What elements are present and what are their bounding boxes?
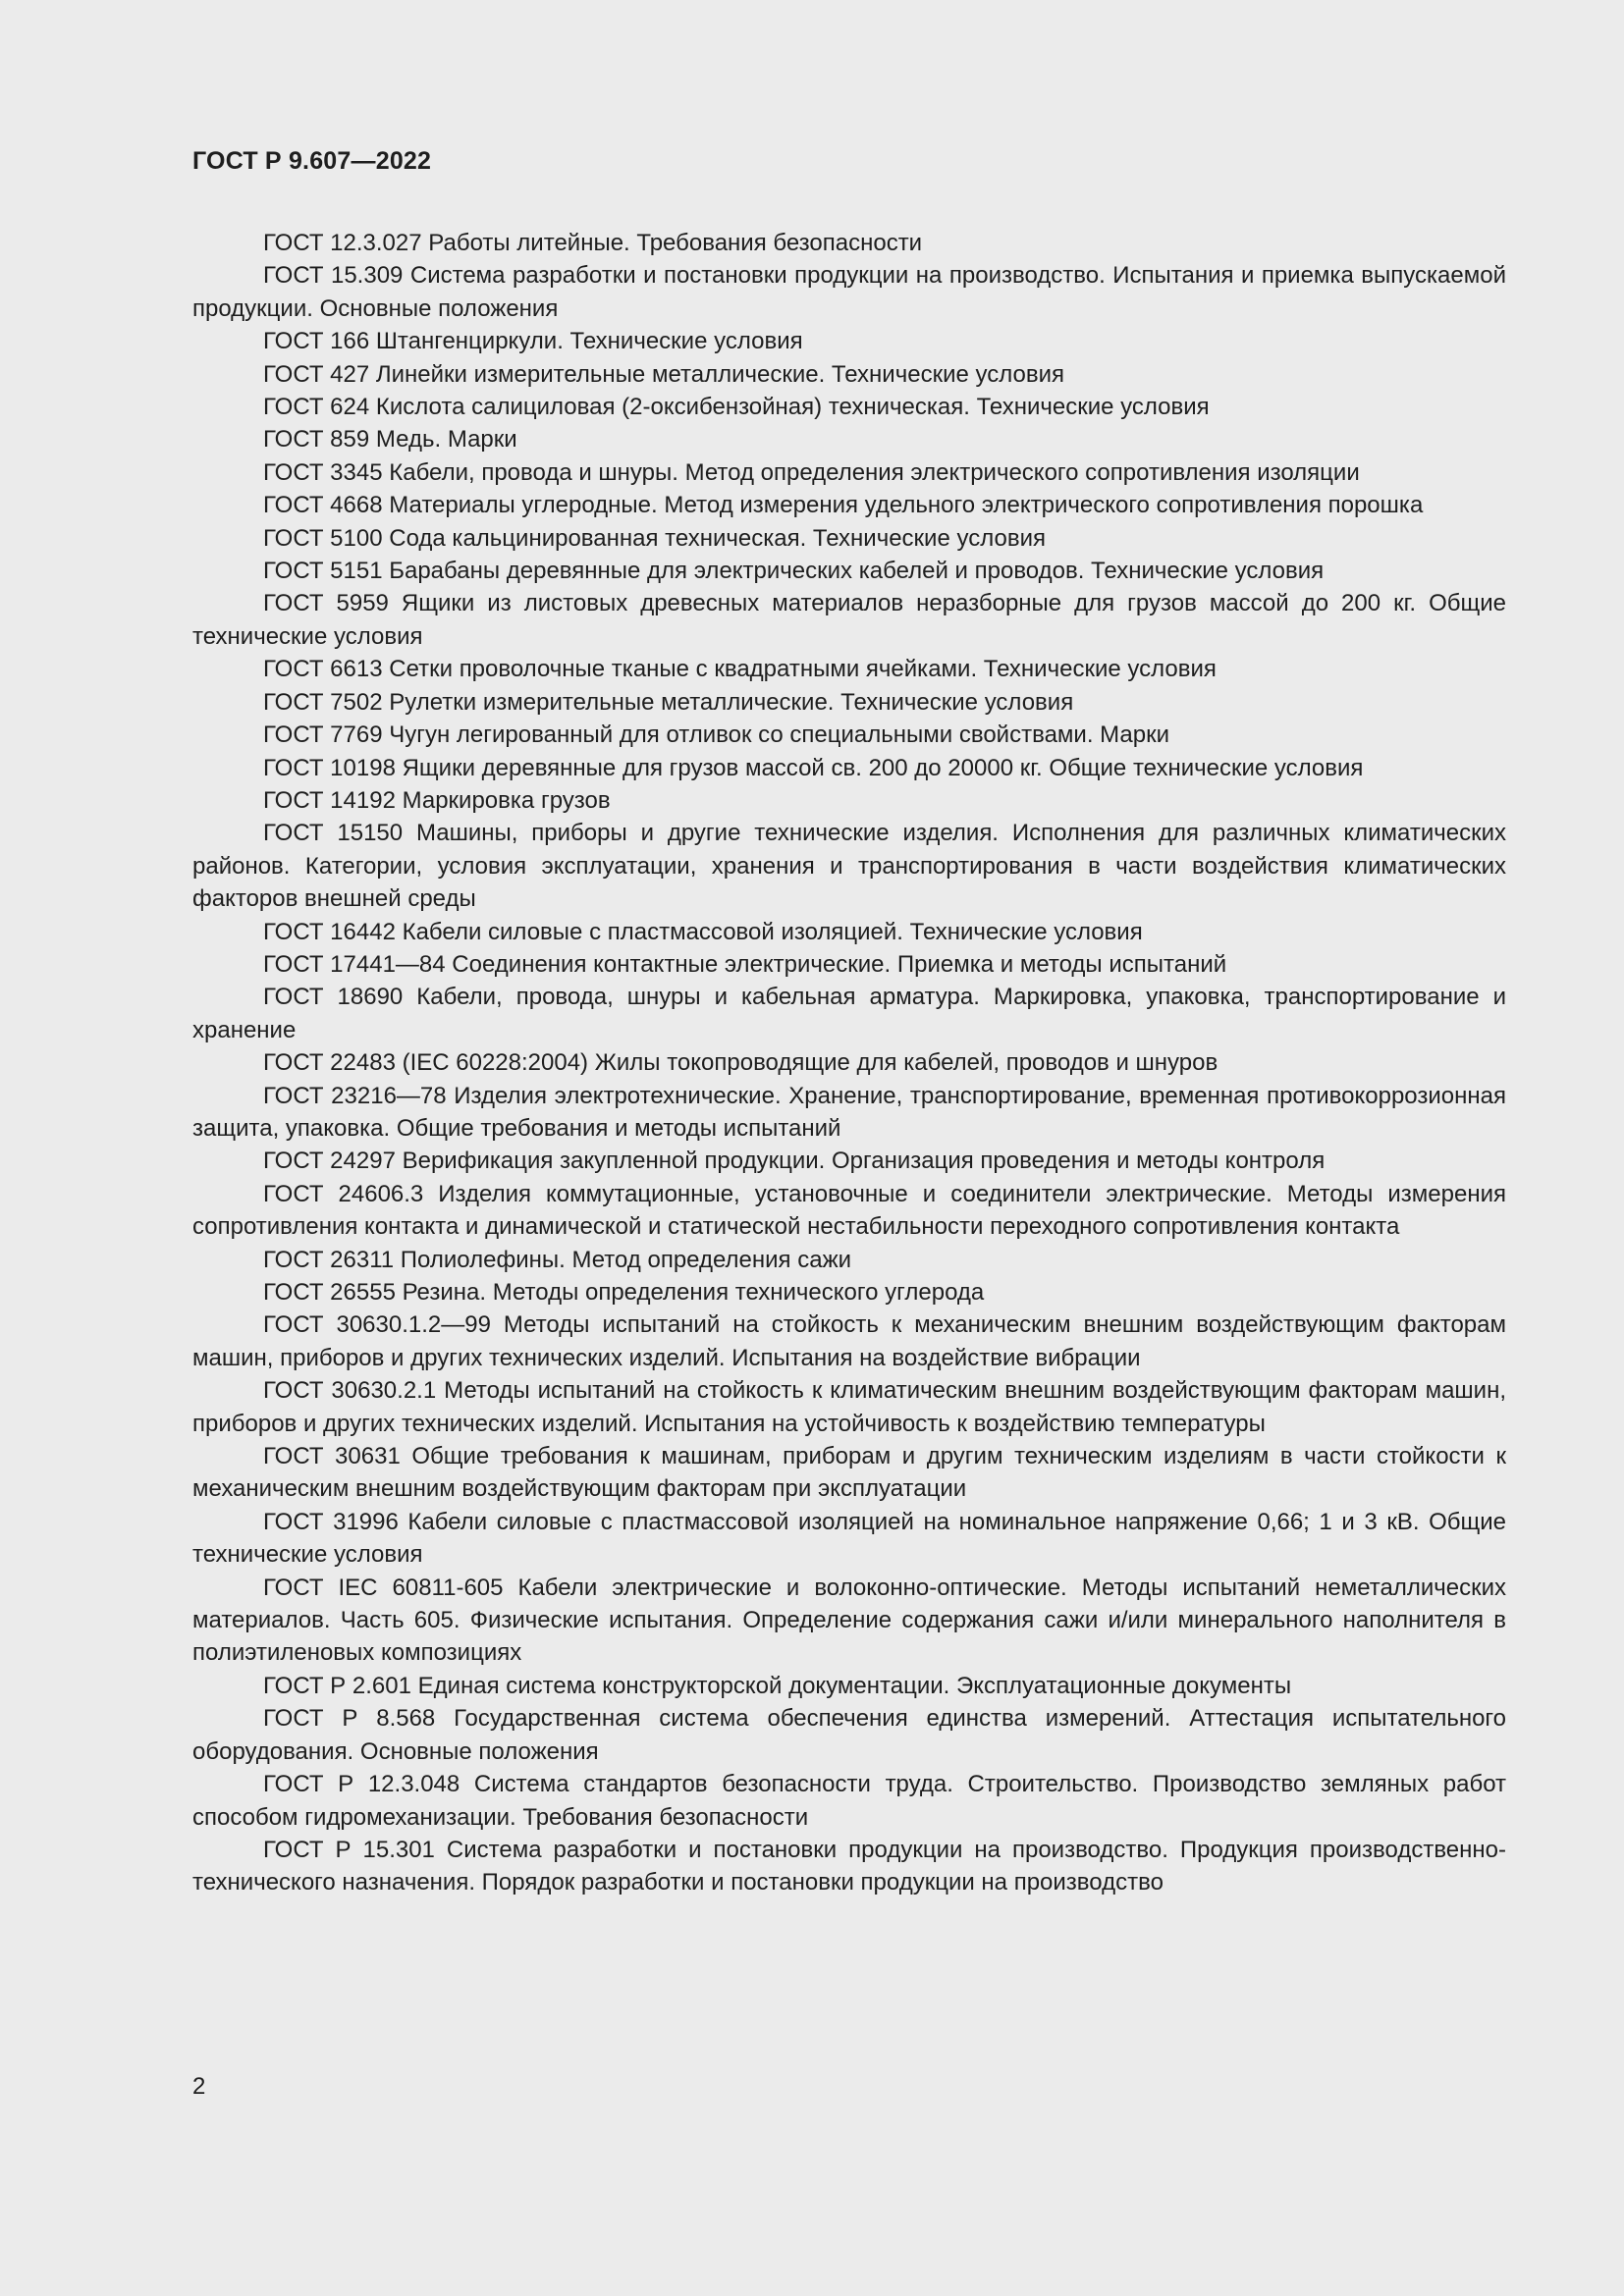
reference-entry: ГОСТ 859 Медь. Марки <box>263 426 517 454</box>
reference-entry: ГОСТ 624 Кислота салициловая (2-оксибензойная) техническая. Технические условия <box>263 394 1210 421</box>
reference-entry: ГОСТ 15.309 Система разработки и постановки продукции на производство. Испытания и приемка выпускаемой продукции. Основные положения <box>192 262 1506 322</box>
reference-entry: ГОСТ 23216—78 Изделия электротехнические. Хранение, транспортирование, временная противокоррозионная защита, упаковка. Общие требования и методы испытаний <box>192 1082 1506 1142</box>
reference-entry: ГОСТ 5100 Сода кальцинированная техническая. Технические условия <box>263 524 1046 552</box>
reference-entry: ГОСТ 7502 Рулетки измерительные металлические. Технические условия <box>263 688 1074 716</box>
reference-entry: ГОСТ 4668 Материалы углеродные. Метод измерения удельного электрического сопротивления порошка <box>263 492 1424 519</box>
reference-entry: ГОСТ Р 2.601 Единая система конструкторской документации. Эксплуатационные документы <box>263 1672 1292 1699</box>
document-header: ГОСТ Р 9.607—2022 <box>192 147 432 175</box>
reference-entry: ГОСТ 5151 Барабаны деревянные для электрических кабелей и проводов. Технические условия <box>263 558 1325 585</box>
reference-entry: ГОСТ IEC 60811-605 Кабели электрические и волоконно-оптические. Методы испытаний неметаллических материалов. Часть 605. Физические испытания. Определение содержания сажи и/или минерального наполнителя в полиэтиленовых композициях <box>192 1574 1506 1667</box>
reference-entry: ГОСТ 26311 Полиолефины. Метод определения сажи <box>263 1246 852 1273</box>
reference-entry: ГОСТ 5959 Ящики из листовых древесных материалов неразборные для грузов массой до 200 кг. Общие технические условия <box>192 590 1506 650</box>
reference-entry: ГОСТ 10198 Ящики деревянные для грузов массой св. 200 до 20000 кг. Общие технические условия <box>263 754 1364 781</box>
reference-entry: ГОСТ Р 8.568 Государственная система обеспечения единства измерений. Аттестация испытательного оборудования. Основные положения <box>192 1705 1506 1765</box>
reference-entry: ГОСТ 26555 Резина. Методы определения технического углерода <box>263 1279 985 1306</box>
reference-entry: ГОСТ 18690 Кабели, провода, шнуры и кабельная арматура. Маркировка, упаковка, транспортирование и хранение <box>192 984 1506 1043</box>
reference-entry: ГОСТ Р 15.301 Система разработки и постановки продукции на производство. Продукция производственно-технического назначения. Порядок разработки и постановки продукции на производство <box>192 1836 1506 1896</box>
reference-entry: ГОСТ 22483 (IEC 60228:2004) Жилы токопроводящие для кабелей, проводов и шнуров <box>263 1049 1218 1077</box>
reference-entry: ГОСТ 7769 Чугун легированный для отливок со специальными свойствами. Марки <box>263 721 1170 749</box>
reference-entry: ГОСТ 30630.1.2—99 Методы испытаний на стойкость к механическим внешним воздействующим факторам машин, приборов и других технических изделий. Испытания на воздействие вибрации <box>192 1311 1506 1371</box>
reference-entry: ГОСТ 166 Штангенциркули. Технические условия <box>263 328 803 355</box>
reference-entry: ГОСТ 16442 Кабели силовые с пластмассовой изоляцией. Технические условия <box>263 918 1143 945</box>
reference-entry: ГОСТ 17441—84 Соединения контактные электрические. Приемка и методы испытаний <box>263 950 1227 978</box>
reference-entry: ГОСТ 427 Линейки измерительные металлические. Технические условия <box>263 360 1064 388</box>
reference-entry: ГОСТ 24297 Верификация закупленной продукции. Организация проведения и методы контроля <box>263 1148 1326 1175</box>
reference-entry: ГОСТ 3345 Кабели, провода и шнуры. Метод определения электрического сопротивления изоляции <box>263 458 1360 486</box>
normative-references-list <box>192 227 1506 1899</box>
reference-entry: ГОСТ 15150 Машины, приборы и другие технические изделия. Исполнения для различных климатических районов. Категории, условия эксплуатации, хранения и транспортирования в части воздействия климатических факторов внешней среды <box>192 820 1506 913</box>
reference-entry: ГОСТ 12.3.027 Работы литейные. Требования безопасности <box>263 230 923 256</box>
reference-entry: ГОСТ 14192 Маркировка грузов <box>263 786 611 814</box>
reference-entry: ГОСТ 24606.3 Изделия коммутационные, установочные и соединители электрические. Методы измерения сопротивления контакта и динамической и статической нестабильности переходного сопротивления контакта <box>192 1180 1506 1241</box>
reference-entry: ГОСТ 31996 Кабели силовые с пластмассовой изоляцией на номинальное напряжение 0,66; 1 и 3 кВ. Общие технические условия <box>192 1508 1506 1569</box>
reference-entry: ГОСТ 30631 Общие требования к машинам, приборам и другим техническим изделиям в части стойкости к механическим внешним воздействующим факторам при эксплуатации <box>192 1443 1506 1503</box>
reference-entry: ГОСТ 30630.2.1 Методы испытаний на стойкость к климатическим внешним воздействующим факторам машин, приборов и других технических изделий. Испытания на устойчивость к воздействию температуры <box>192 1377 1506 1437</box>
page-number: 2 <box>192 2073 206 2100</box>
reference-entry: ГОСТ 6613 Сетки проволочные тканые с квадратными ячейками. Технические условия <box>263 656 1217 683</box>
reference-entry: ГОСТ Р 12.3.048 Система стандартов безопасности труда. Строительство. Производство земляных работ способом гидромеханизации. Требования безопасности <box>192 1771 1506 1831</box>
